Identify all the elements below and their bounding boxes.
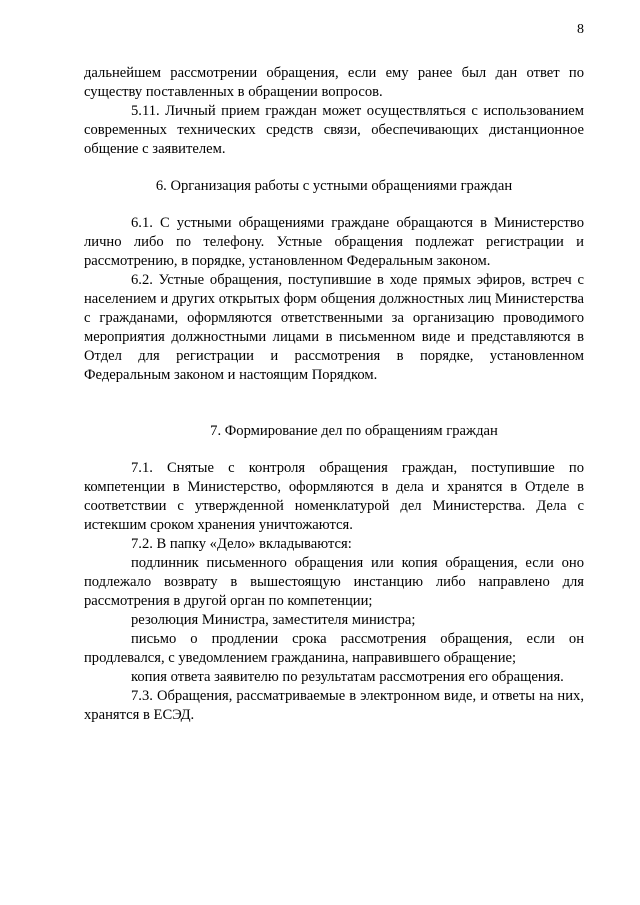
paragraph-7-2: 7.2. В папку «Дело» вкладываются: — [131, 536, 352, 552]
list-item: копия ответа заявителю по результатам рассмотрения его обращения. — [131, 669, 564, 685]
list-item: подлинник письменного обращения или копия обращения, если оно подлежало возврату в вышестоящую инстанцию либо направлено для рассмотрения в другой орган по компетенции; — [84, 555, 584, 609]
paragraph-6-2: 6.2. Устные обращения, поступившие в ходе прямых эфиров, встреч с населением и других открытых форм общения должностных лиц Министерства с гражданами, оформляются ответственными за организацию проводимого мероприятия должностными лицами в письменном виде и представляются в Отдел для регистрации и рассмотрения в порядке, установленном Федеральным законом и настоящим Порядком. — [84, 272, 584, 383]
continuation-paragraph: дальнейшем рассмотрении обращения, если ему ранее был дан ответ по существу поставленных в обращении вопросов. — [84, 65, 584, 100]
paragraph-5-11: 5.11. Личный прием граждан может осуществляться с использованием современных технических средств связи, обеспечивающих дистанционное общение с заявителем. — [84, 103, 584, 157]
paragraph-7-1: 7.1. Снятые с контроля обращения граждан, поступившие по компетенции в Министерство, оформляются в дела и хранятся в Отделе в соответствии с утвержденной номенклатурой дел Министерства. Дела с истекшим сроком хранения уничтожаются. — [84, 460, 584, 533]
section-7-heading: 7. Формирование дел по обращениям граждан — [210, 423, 498, 439]
list-item: письмо о продлении срока рассмотрения обращения, если он продлевался, с уведомлением гражданина, направившего обращение; — [84, 631, 584, 666]
paragraph-6-1: 6.1. С устными обращениями граждане обращаются в Министерство лично либо по телефону. Устные обращения подлежат регистрации и рассмотрению, в порядке, установленном Федеральным законом. — [84, 215, 584, 269]
page-number: 8 — [577, 22, 584, 37]
paragraph-7-3: 7.3. Обращения, рассматриваемые в электронном виде, и ответы на них, хранятся в ЕСЭД. — [84, 688, 584, 723]
document-body — [84, 64, 584, 725]
section-6-heading: 6. Организация работы с устными обращениями граждан — [155, 178, 513, 194]
list-item: резолюция Министра, заместителя министра; — [131, 612, 416, 628]
